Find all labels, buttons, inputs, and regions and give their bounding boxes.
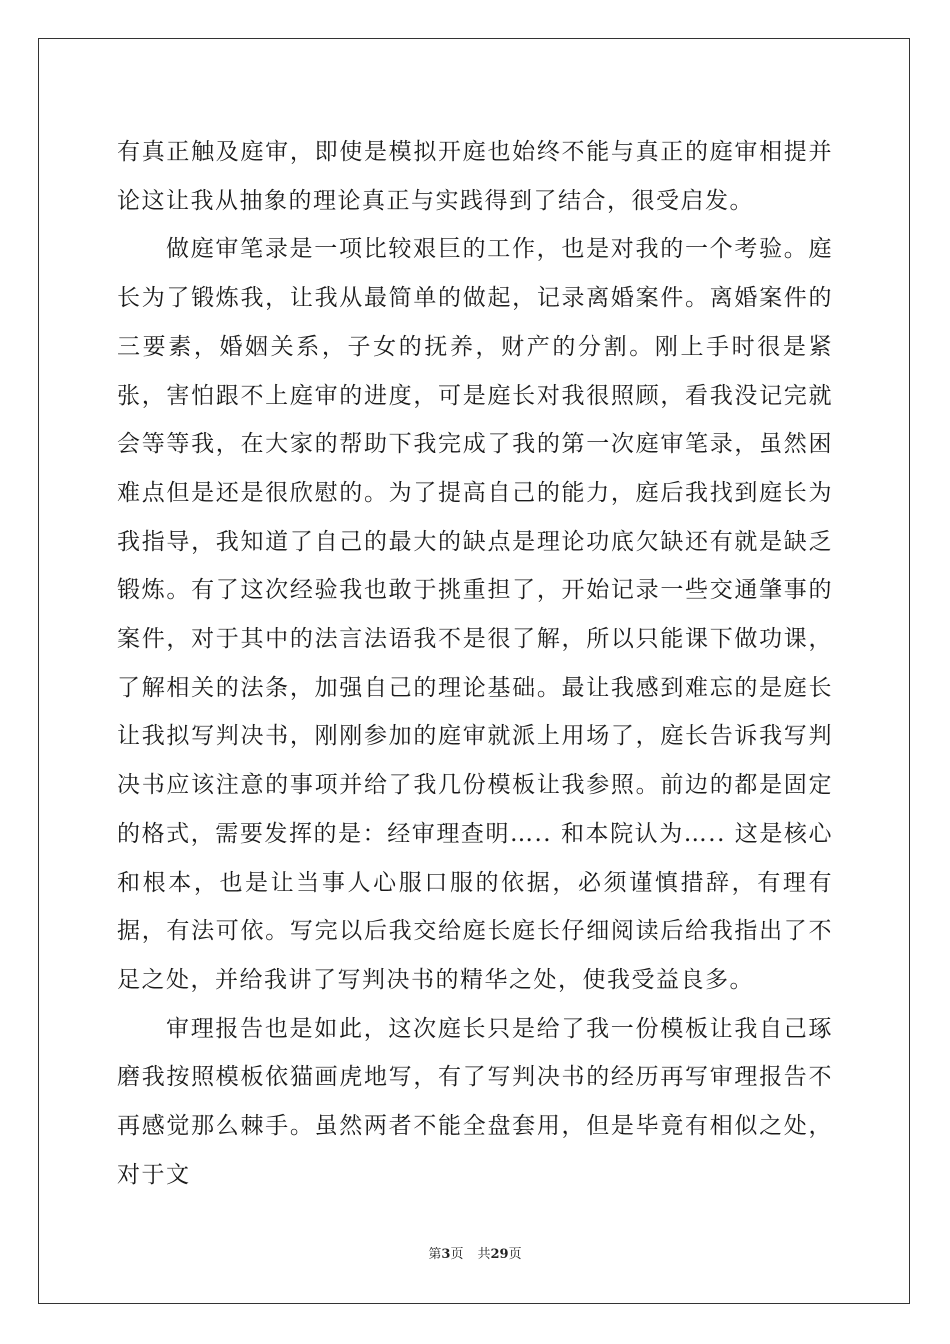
total-pages: 29 bbox=[490, 1247, 509, 1262]
page-prefix: 第 bbox=[428, 1247, 442, 1262]
page-number: 3 bbox=[441, 1247, 451, 1262]
page-suffix: 页 bbox=[450, 1247, 464, 1262]
paragraph-1: 有真正触及庭审，即使是模拟开庭也始终不能与真正的庭审相提并论这让我从抽象的理论真正与实践得到了结合，很受启发。 bbox=[117, 139, 833, 214]
page-footer bbox=[0, 1243, 950, 1262]
total-suffix: 页 bbox=[508, 1247, 522, 1262]
document-body bbox=[117, 128, 833, 1199]
paragraph-3: 审理报告也是如此，这次庭长只是给了我一份模板让我自己琢磨我按照模板依猫画虎地写，有了写判决书的经历再写审理报告不再感觉那么棘手。虽然两者不能全盘套用，但是毕竟有相似之处，对于文 bbox=[117, 1015, 833, 1188]
paragraph-2: 做庭审笔录是一项比较艰巨的工作，也是对我的一个考验。庭长为了锻炼我，让我从最简单的做起，记录离婚案件。离婚案件的三要素，婚姻关系，子女的抚养，财产的分割。刚上手时很是紧张，害怕跟不上庭审的进度，可是庭长对我很照顾，看我没记完就会等等我，在大家的帮助下我完成了我的第一次庭审笔录，虽然困难点但是还是很欣慰的。为了提高自己的能力，庭后我找到庭长为我指导，我知道了自己的最大的缺点是理论功底欠缺还有就是缺乏锻炼。有了这次经验我也敢于挑重担了，开始记录一些交通肇事的案件，对于其中的法言法语我不是很了解，所以只能课下做功课，了解相关的法条，加强自己的理论基础。最让我感到难忘的是庭长让我拟写判决书，刚刚参加的庭审就派上用场了，庭长告诉我写判决书应该注意的事项并给了我几份模板让我参照。前边的都是固定的格式，需要发挥的是：经审理查明….. 和本院认为….. 这是核心和根本，也是让当事人心服口服的依据，必须谨慎措辞，有理有据，有法可依。写完以后我交给庭长庭长仔细阅读后给我指出了不足之处，并给我讲了写判决书的精华之处，使我受益良多。 bbox=[117, 236, 833, 993]
total-prefix: 共 bbox=[477, 1247, 491, 1262]
